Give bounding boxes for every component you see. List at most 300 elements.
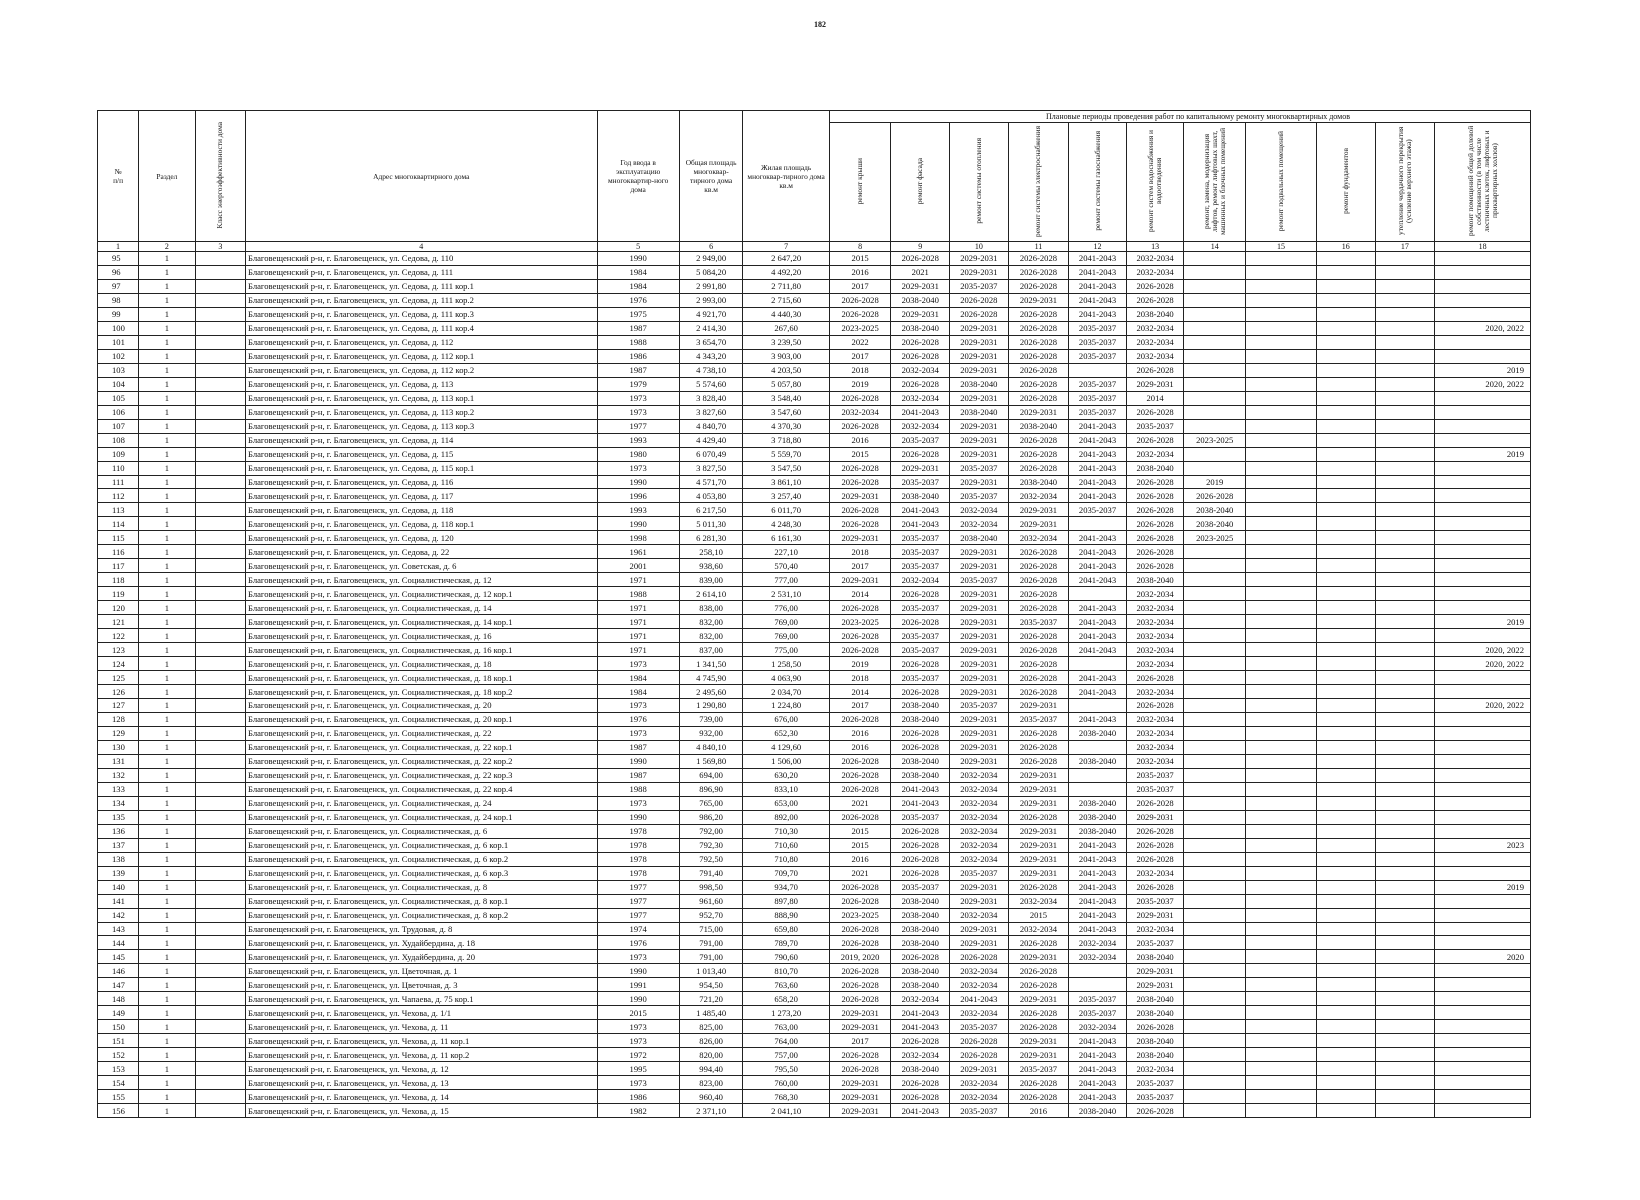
table-cell: 2026-2028 [829,992,891,1006]
table-cell [1435,1076,1531,1090]
table-cell [1375,866,1435,880]
table-cell: 2035-2037 [1069,992,1127,1006]
table-cell [1316,433,1375,447]
table-cell [1246,922,1317,936]
column-number: 15 [1246,242,1317,252]
table-cell: 2017 [829,699,891,713]
table-cell: 2026-2028 [891,852,950,866]
table-cell: 2017 [829,1034,891,1048]
table-cell [1069,587,1127,601]
table-cell: 659,80 [743,922,829,936]
table-row [98,1048,1531,1062]
table-cell [1246,1006,1317,1020]
table-cell: 2019 [829,657,891,671]
table-cell: 2026-2028 [829,810,891,824]
table-cell: 1 [139,405,196,419]
table-cell: 2038-2040 [891,712,950,726]
table-cell [195,405,245,419]
table-cell [1375,447,1435,461]
table-cell [1435,978,1531,992]
table-cell [1184,740,1246,754]
table-cell [1375,629,1435,643]
table-cell: 1 [139,964,196,978]
table-cell [1246,587,1317,601]
table-row [98,936,1531,950]
table-cell [1184,880,1246,894]
table-cell: 2035-2037 [1008,1062,1069,1076]
table-cell: 2041-2043 [1069,475,1127,489]
table-cell: 2026-2028 [1126,363,1184,377]
table-cell: 998,50 [679,880,743,894]
column-number: 18 [1435,242,1531,252]
table-cell [195,307,245,321]
table-cell [1316,335,1375,349]
table-cell: 1 [139,1006,196,1020]
table-cell: 1996 [597,489,679,503]
table-cell: 1971 [597,601,679,615]
table-cell [1069,782,1127,796]
table-cell: 2029-2031 [1008,1034,1069,1048]
table-cell: 1 [139,671,196,685]
table-cell: 104 [98,377,139,391]
table-cell: Благовещенский р-н, г. Благовещенск, ул. Седова, д. 112 кор.1 [246,349,598,363]
table-cell: 710,60 [743,838,829,852]
table-cell: 2041-2043 [1069,573,1127,587]
table-cell: 710,30 [743,824,829,838]
table-cell [1184,349,1246,363]
capital-repair-table [97,110,1531,1118]
table-cell: 2026-2028 [829,1048,891,1062]
table-cell: 2026-2028 [891,726,950,740]
table-cell: 2038-2040 [1069,726,1127,740]
table-cell: 5 011,30 [679,517,743,531]
table-cell [1375,489,1435,503]
table-cell: 2032-2034 [950,1090,1009,1104]
table-cell: 2026-2028 [829,754,891,768]
table-cell: 2026-2028 [1008,321,1069,335]
table-cell: 1984 [597,671,679,685]
table-cell: 106 [98,405,139,419]
column-number: 7 [743,242,829,252]
table-cell: 145 [98,950,139,964]
table-cell [1316,838,1375,852]
table-cell: 1988 [597,335,679,349]
table-cell: 776,00 [743,601,829,615]
table-cell: Благовещенский р-н, г. Благовещенск, ул. Седова, д. 120 [246,531,598,545]
table-cell: 2035-2037 [950,866,1009,880]
table-cell: 2029-2031 [950,1062,1009,1076]
header-plan-periods: Плановые периоды проведения работ по капитальному ремонту многоквартирных домов [829,111,1530,123]
table-cell: 2032-2034 [950,852,1009,866]
table-cell: 4 429,40 [679,433,743,447]
table-cell [1435,754,1531,768]
table-cell: 2026-2028 [891,335,950,349]
table-row [98,265,1531,279]
table-cell: 769,00 [743,615,829,629]
table-cell: 2026-2028 [829,293,891,307]
table-cell: 2035-2037 [1069,321,1127,335]
table-cell: 2026-2028 [1126,1020,1184,1034]
column-number: 6 [679,242,743,252]
table-cell: 2029-2031 [829,1104,891,1118]
table-cell: 2041-2043 [1069,433,1127,447]
table-cell [1435,922,1531,936]
table-cell: 2035-2037 [1069,335,1127,349]
header-work-17: утепление чердачного перекрытия (усиление верхнего этажа) [1375,123,1435,242]
table-cell [195,671,245,685]
table-cell: 2023-2025 [829,615,891,629]
table-cell [1184,810,1246,824]
table-cell: 2026-2028 [891,685,950,699]
table-cell: 2 711,80 [743,279,829,293]
table-cell: 2041-2043 [1069,447,1127,461]
table-cell: 777,00 [743,573,829,587]
table-cell [1435,685,1531,699]
table-cell [195,824,245,838]
table-cell [1184,908,1246,922]
table-cell [1435,936,1531,950]
table-cell: 2029-2031 [950,936,1009,950]
table-cell: 121 [98,615,139,629]
table-cell: 1 [139,279,196,293]
table-cell [195,293,245,307]
table-cell: 2026-2028 [829,629,891,643]
table-cell: 1972 [597,1048,679,1062]
table-row [98,796,1531,810]
table-cell: 3 718,80 [743,433,829,447]
table-cell [1316,419,1375,433]
table-cell: 792,00 [679,824,743,838]
table-cell: 2041-2043 [1069,629,1127,643]
table-cell: 2026-2028 [1008,601,1069,615]
table-row [98,307,1531,321]
table-cell: 2041-2043 [1069,1076,1127,1090]
table-cell: 2029-2031 [1008,768,1069,782]
table-cell: 1 [139,601,196,615]
table-cell: 2029-2031 [1126,810,1184,824]
table-cell: 2032-2034 [1008,922,1069,936]
table-cell: 1 [139,685,196,699]
table-cell: 2026-2028 [1008,265,1069,279]
table-cell: 6 281,30 [679,531,743,545]
table-cell: 2 949,00 [679,252,743,266]
table-cell: 103 [98,363,139,377]
table-cell: 2029-2031 [950,740,1009,754]
table-cell [195,545,245,559]
table-cell: 2021 [829,866,891,880]
table-cell: 2026-2028 [829,1062,891,1076]
table-cell: 1979 [597,377,679,391]
table-cell: 95 [98,252,139,266]
table-cell: 2029-2031 [1008,517,1069,531]
table-row [98,740,1531,754]
table-cell: 2041-2043 [1069,838,1127,852]
table-cell: 2032-2034 [950,1006,1009,1020]
table-cell: 1990 [597,754,679,768]
table-cell [1069,517,1127,531]
table-cell: 2032-2034 [950,978,1009,992]
table-cell [1184,685,1246,699]
table-cell [1316,810,1375,824]
table-cell: Благовещенский р-н, г. Благовещенск, ул. Социалистическая, д. 8 кор.1 [246,894,598,908]
table-cell [1246,838,1317,852]
table-cell: 1973 [597,1076,679,1090]
table-cell: 2029-2031 [950,391,1009,405]
column-number: 12 [1069,242,1127,252]
table-cell: 2038-2040 [891,321,950,335]
table-cell: 1973 [597,950,679,964]
table-cell [1375,782,1435,796]
table-cell [1316,1090,1375,1104]
header-work-9: ремонт фасада [891,123,950,242]
table-cell [1316,922,1375,936]
table-cell: 2041-2043 [1069,307,1127,321]
table-cell: 1 [139,1048,196,1062]
table-cell: Благовещенский р-н, г. Благовещенск, ул. Социалистическая, д. 18 кор.1 [246,671,598,685]
table-cell: 2 715,60 [743,293,829,307]
table-cell: 763,00 [743,1020,829,1034]
table-cell: 1 [139,391,196,405]
table-cell: 2032-2034 [1126,712,1184,726]
table-cell [1375,559,1435,573]
header-work-8: ремонт крыши [829,123,891,242]
table-cell: 131 [98,754,139,768]
table-cell [1184,936,1246,950]
table-cell: 765,00 [679,796,743,810]
table-cell: 2021 [891,265,950,279]
table-cell: 2032-2034 [891,573,950,587]
table-cell [1184,782,1246,796]
table-cell: 1 [139,615,196,629]
table-cell [1184,852,1246,866]
table-cell [1246,405,1317,419]
table-row [98,629,1531,643]
table-cell: 3 239,50 [743,335,829,349]
table-cell: 2041-2043 [1069,1062,1127,1076]
table-cell [195,573,245,587]
table-cell: 2026-2028 [829,922,891,936]
column-number: 2 [139,242,196,252]
table-cell: 1987 [597,363,679,377]
table-cell: 2038-2040 [950,377,1009,391]
table-cell: 2035-2037 [891,810,950,824]
table-cell [1435,852,1531,866]
table-row [98,503,1531,517]
table-cell [1184,1006,1246,1020]
table-cell: 2026-2028 [1126,796,1184,810]
table-cell [1184,866,1246,880]
table-cell: 2020, 2022 [1435,657,1531,671]
table-row [98,894,1531,908]
table-cell: 2041-2043 [1069,1048,1127,1062]
table-cell [1435,587,1531,601]
table-cell: 2038-2040 [1069,754,1127,768]
table-cell [1246,377,1317,391]
table-cell: 2029-2031 [950,321,1009,335]
table-cell: 3 547,50 [743,461,829,475]
table-cell [195,908,245,922]
table-cell: 2035-2037 [1126,1090,1184,1104]
header-work-14: ремонт, замена, модернизация лифтов, ремонт лифтовых шахт, машинных и блочных помещений [1184,123,1246,242]
table-cell: 1 [139,573,196,587]
table-cell: 2038-2040 [1184,517,1246,531]
table-cell [195,531,245,545]
table-row [98,321,1531,335]
table-cell [1435,405,1531,419]
table-cell: 2041-2043 [1069,252,1127,266]
table-cell: 2041-2043 [891,782,950,796]
table-cell [1316,629,1375,643]
table-cell [1435,461,1531,475]
table-cell: 2020 [1435,950,1531,964]
table-cell [1246,475,1317,489]
table-row [98,293,1531,307]
table-cell [1435,740,1531,754]
table-cell [1184,1076,1246,1090]
table-cell: 2035-2037 [891,475,950,489]
table-cell: 2032-2034 [1126,447,1184,461]
table-cell: 2032-2034 [1126,726,1184,740]
table-cell: 2029-2031 [950,643,1009,657]
table-cell [1246,978,1317,992]
table-cell: 2035-2037 [950,573,1009,587]
table-cell: 2026-2028 [829,964,891,978]
table-cell [1316,1020,1375,1034]
table-cell: 2041-2043 [1069,559,1127,573]
header-total-area: Общая площадь многоквар-тирного дома кв.м [679,111,743,242]
table-cell: Благовещенский р-н, г. Благовещенск, ул. Седова, д. 111 кор.2 [246,293,598,307]
table-cell [1246,279,1317,293]
table-cell: 4 370,30 [743,419,829,433]
table-cell [1375,307,1435,321]
table-cell: 140 [98,880,139,894]
table-cell [1246,1034,1317,1048]
table-cell: 155 [98,1090,139,1104]
table-cell: 267,60 [743,321,829,335]
table-cell [1246,293,1317,307]
table-cell: 1 [139,433,196,447]
table-cell [195,657,245,671]
table-cell: 2032-2034 [950,838,1009,852]
table-cell: 2038-2040 [891,699,950,713]
table-cell: 2038-2040 [891,922,950,936]
table-cell: 1975 [597,307,679,321]
table-cell: 2026-2028 [1008,1006,1069,1020]
table-cell: 2029-2031 [950,657,1009,671]
table-cell: 2029-2031 [950,433,1009,447]
table-cell [195,1062,245,1076]
table-cell: 3 547,60 [743,405,829,419]
table-cell [1375,1006,1435,1020]
table-cell: 1991 [597,978,679,992]
table-cell [1246,265,1317,279]
table-cell: 1980 [597,447,679,461]
table-cell [1316,671,1375,685]
table-row [98,335,1531,349]
table-cell: Благовещенский р-н, г. Благовещенск, ул. Седова, д. 115 [246,447,598,461]
table-cell: 2041-2043 [1069,1034,1127,1048]
table-row [98,419,1531,433]
table-cell [195,1076,245,1090]
table-cell: 960,40 [679,1090,743,1104]
table-cell: 2026-2028 [829,475,891,489]
table-cell: 134 [98,796,139,810]
table-cell [1375,643,1435,657]
table-cell: 2026-2028 [1008,726,1069,740]
table-cell: 2029-2031 [950,726,1009,740]
table-cell: Благовещенский р-н, г. Благовещенск, ул. Седова, д. 111 кор.4 [246,321,598,335]
table-cell [1246,657,1317,671]
table-cell: 2026-2028 [1126,545,1184,559]
table-cell: 120 [98,601,139,615]
table-cell [1316,699,1375,713]
table-cell: 1978 [597,838,679,852]
table-cell: 1986 [597,349,679,363]
table-cell [1184,726,1246,740]
table-cell: 4 343,20 [679,349,743,363]
table-cell [1375,279,1435,293]
table-cell: 2032-2034 [1008,531,1069,545]
table-cell [1316,643,1375,657]
table-cell: 2026-2028 [1126,489,1184,503]
table-cell: 1984 [597,279,679,293]
table-cell: Благовещенский р-н, г. Благовещенск, ул. Седова, д. 112 кор.2 [246,363,598,377]
table-cell: 2032-2034 [1126,321,1184,335]
table-cell: Благовещенский р-н, г. Благовещенск, ул. Седова, д. 22 [246,545,598,559]
table-cell: 768,30 [743,1090,829,1104]
table-cell [1184,545,1246,559]
table-cell: 2029-2031 [950,419,1009,433]
table-row [98,838,1531,852]
table-cell [1184,265,1246,279]
table-row [98,377,1531,391]
table-cell [1375,964,1435,978]
table-cell [195,517,245,531]
table-cell: 2041-2043 [1069,293,1127,307]
table-cell [1375,252,1435,266]
table-cell: 2029-2031 [1008,866,1069,880]
table-cell: Благовещенский р-н, г. Благовещенск, ул. Социалистическая, д. 18 [246,657,598,671]
table-cell: 1 [139,377,196,391]
table-cell [1069,740,1127,754]
table-row [98,978,1531,992]
table-cell [1435,908,1531,922]
table-cell: 1 013,40 [679,964,743,978]
table-cell: 1984 [597,265,679,279]
table-row [98,615,1531,629]
table-cell: 3 828,40 [679,391,743,405]
table-cell: 2026-2028 [829,517,891,531]
table-cell [1246,936,1317,950]
table-cell [1316,978,1375,992]
table-cell [1375,657,1435,671]
table-cell: 127 [98,699,139,713]
table-cell: 4 063,90 [743,671,829,685]
table-cell [1246,950,1317,964]
table-cell [1184,559,1246,573]
table-cell: 2032-2034 [1126,657,1184,671]
table-row [98,671,1531,685]
table-cell [1375,321,1435,335]
table-cell [1184,601,1246,615]
table-cell [1069,363,1127,377]
table-cell: 2032-2034 [950,503,1009,517]
table-cell [195,475,245,489]
table-cell: 652,30 [743,726,829,740]
table-cell [1375,754,1435,768]
table-cell [1435,824,1531,838]
table-cell: 2026-2028 [891,838,950,852]
